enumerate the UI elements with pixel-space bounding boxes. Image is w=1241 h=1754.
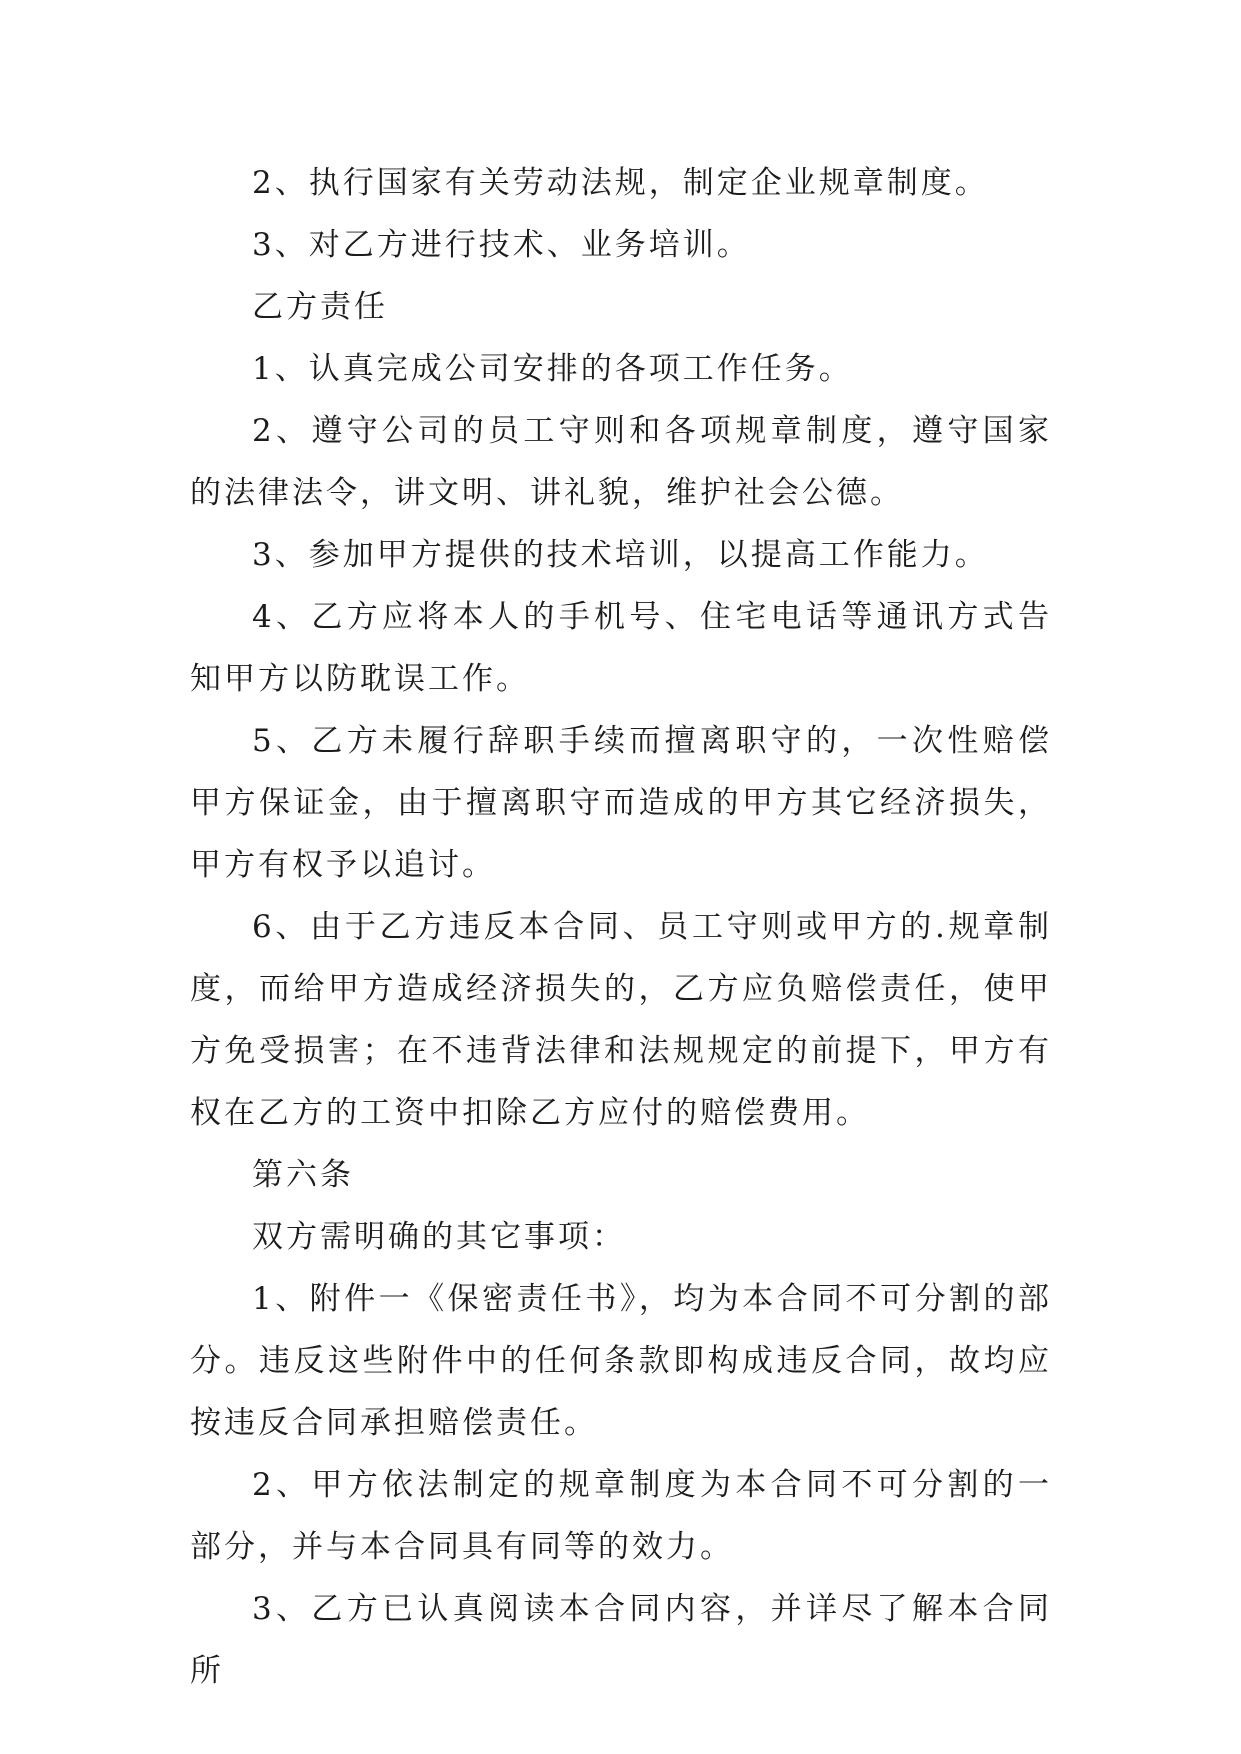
paragraph-other-matter-1: 1、附件一《保密责任书》，均为本合同不可分割的部分。违反这些附件中的任何条款即构成违反合同，故均应按违反合同承担赔偿责任。 [190,1281,1052,1441]
document-body [190,152,1052,1702]
article-heading-six: 第六条 [252,1157,354,1193]
paragraph-party-b-duty-2: 2、遵守公司的员工守则和各项规章制度，遵守国家的法律法令，讲文明、讲礼貌，维护社会公德。 [190,413,1052,511]
paragraph-party-b-duty-5: 5、乙方未履行辞职手续而擅离职守的，一次性赔偿甲方保证金，由于擅离职守而造成的甲方其它经济损失，甲方有权予以追讨。 [190,723,1052,883]
paragraph-other-matter-2: 2、甲方依法制定的规章制度为本合同不可分割的一部分，并与本合同具有同等的效力。 [190,1467,1052,1565]
paragraph-party-b-duty-4: 4、乙方应将本人的手机号、住宅电话等通讯方式告知甲方以防耽误工作。 [190,599,1052,697]
section-heading-party-b-duties: 乙方责任 [252,289,388,325]
paragraph-other-matter-3: 3、乙方已认真阅读本合同内容，并详尽了解本合同所 [190,1591,1052,1689]
paragraph-party-b-duty-3: 3、参加甲方提供的技术培训，以提高工作能力。 [252,537,989,573]
paragraph-party-a-duty-2: 2、执行国家有关劳动法规，制定企业规章制度。 [252,165,989,201]
paragraph-other-matters-intro: 双方需明确的其它事项： [252,1219,626,1255]
paragraph-party-b-duty-1: 1、认真完成公司安排的各项工作任务。 [252,351,853,387]
paragraph-party-a-duty-3: 3、对乙方进行技术、业务培训。 [252,227,751,263]
paragraph-party-b-duty-6: 6、由于乙方违反本合同、员工守则或甲方的.规章制度，而给甲方造成经济损失的，乙方应负赔偿责任，使甲方免受损害；在不违背法律和法规规定的前提下，甲方有权在乙方的工资中扣除乙方应付的赔偿费用。 [190,909,1052,1131]
